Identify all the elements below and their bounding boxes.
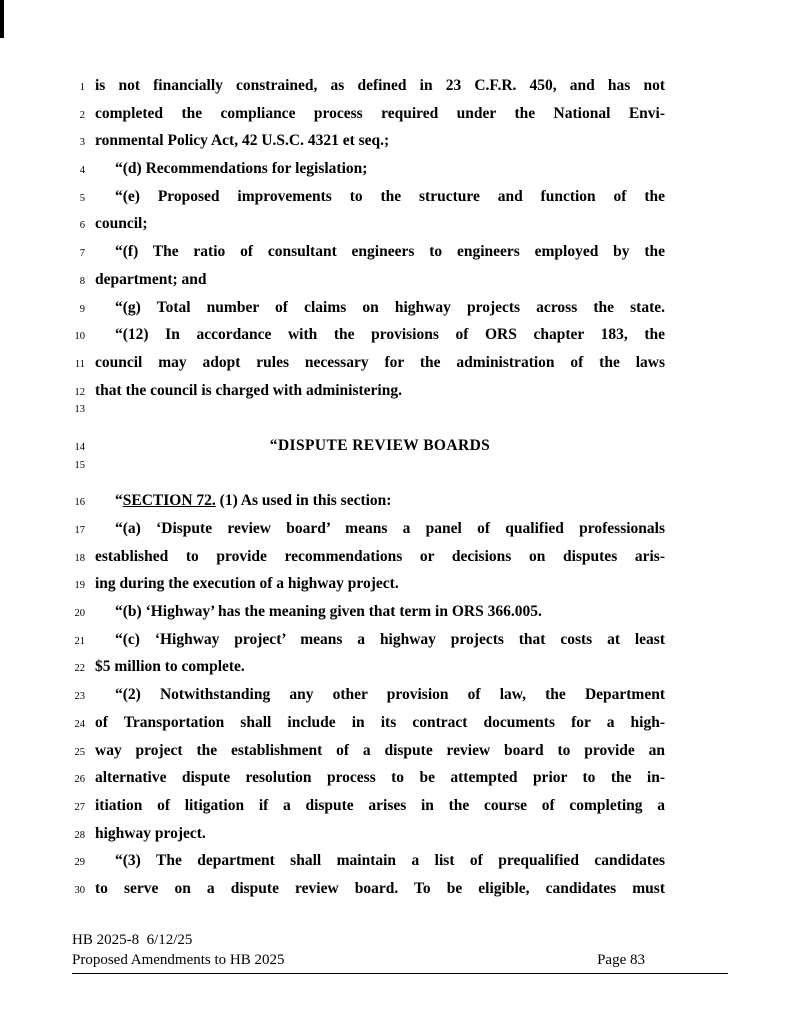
text-line <box>68 737 665 765</box>
line-text: “(a) ‘Dispute review board’ means a panel of qualified professionals <box>115 520 665 537</box>
line-number: 8 <box>79 275 85 287</box>
footer-title-row <box>72 950 728 970</box>
line-number: 28 <box>74 829 85 841</box>
text-line <box>68 681 665 709</box>
line-number: 13 <box>74 404 85 416</box>
scan-artifact-mark <box>0 0 4 38</box>
text-line <box>68 792 665 820</box>
text-line <box>68 820 665 848</box>
line-number: 10 <box>74 331 85 343</box>
bill-version-date: HB 2025-8 6/12/25 <box>72 932 193 948</box>
line-text: ronmental Policy Act, 42 U.S.C. 4321 et seq.; <box>95 132 390 150</box>
text-line <box>68 460 665 488</box>
text-line <box>68 653 665 681</box>
text-line <box>68 598 665 626</box>
line-number: 18 <box>74 552 85 564</box>
line-text: “SECTION 72. (1) As used in this section: <box>115 492 392 510</box>
text-line <box>68 626 665 654</box>
heading-line <box>68 432 665 460</box>
line-number: 25 <box>74 746 85 758</box>
text-line <box>68 543 665 571</box>
text-line <box>68 238 665 266</box>
text-line <box>68 404 665 432</box>
line-text: alternative dispute resolution process to be attempted prior to the in- <box>95 769 665 787</box>
line-number: 2 <box>79 109 85 121</box>
line-number: 24 <box>74 718 85 730</box>
line-number: 27 <box>74 801 85 813</box>
line-text: highway project. <box>95 824 206 842</box>
page-footer <box>72 930 728 974</box>
line-number: 22 <box>74 663 85 675</box>
line-number: 1 <box>79 82 85 93</box>
text-line <box>68 487 665 515</box>
line-number: 12 <box>74 386 85 398</box>
line-number: 21 <box>74 635 85 647</box>
line-number: 14 <box>74 441 85 453</box>
line-text: completed the compliance process required under the National Envi- <box>95 104 665 122</box>
text-line <box>68 72 665 100</box>
line-text: “(f) The ratio of consultant engineers to engineers employed by the <box>115 243 665 261</box>
line-text: “(3) The department shall maintain a list of prequalified candidates <box>115 852 665 870</box>
text-line <box>68 321 665 349</box>
line-text: $5 million to complete. <box>95 658 245 676</box>
line-number: 4 <box>79 165 85 177</box>
line-text: is not financially constrained, as defined in 23 C.F.R. 450, and has not <box>95 77 665 94</box>
line-number: 29 <box>74 857 85 869</box>
line-number: 7 <box>79 248 85 260</box>
section-heading-text: “DISPUTE REVIEW BOARDS <box>269 436 491 454</box>
text-lines <box>68 72 665 903</box>
line-number: 9 <box>79 303 85 315</box>
line-text: “(c) ‘Highway project’ means a highway projects that costs at least <box>115 630 665 648</box>
line-text: “(2) Notwithstanding any other provision of law, the Department <box>115 686 665 704</box>
line-text: “(12) In accordance with the provisions of ORS chapter 183, the <box>115 326 665 344</box>
text-line <box>68 294 665 322</box>
text-line <box>68 183 665 211</box>
line-text: “(d) Recommendations for legislation; <box>115 160 368 178</box>
line-text: “(e) Proposed improvements to the structure and function of the <box>115 187 665 205</box>
text-line <box>68 127 665 155</box>
page-number: Page 83 <box>597 952 645 968</box>
footer-document-title: Proposed Amendments to HB 2025 <box>72 952 285 968</box>
line-text: council; <box>95 215 148 233</box>
text-line <box>68 709 665 737</box>
text-line <box>68 570 665 598</box>
text-line <box>68 266 665 294</box>
underlined-section-label: SECTION 72. <box>122 492 216 510</box>
text-line <box>68 210 665 238</box>
line-text: council may adopt rules necessary for the administration of the laws <box>95 353 665 371</box>
line-number: 23 <box>74 691 85 703</box>
line-text: “(b) ‘Highway’ has the meaning given that term in ORS 366.005. <box>115 603 542 621</box>
line-number: 11 <box>74 358 85 370</box>
text-line <box>68 349 665 377</box>
line-number: 30 <box>74 884 85 896</box>
line-text: that the council is charged with administering. <box>95 381 402 399</box>
line-number: 26 <box>74 774 85 786</box>
line-number: 3 <box>79 137 85 149</box>
footer-divider <box>72 973 728 974</box>
text-line <box>68 875 665 903</box>
line-text: established to provide recommendations or decisions on disputes aris- <box>95 547 665 565</box>
line-number: 15 <box>74 459 85 471</box>
line-text: of Transportation shall include in its contract documents for a high- <box>95 713 665 731</box>
line-number: 19 <box>74 580 85 592</box>
text-line <box>68 515 665 543</box>
line-number: 20 <box>74 608 85 620</box>
line-number: 6 <box>79 220 85 232</box>
line-text: department; and <box>95 270 207 288</box>
text-line <box>68 847 665 875</box>
line-number: 5 <box>79 192 85 204</box>
text-line <box>68 100 665 128</box>
text-line <box>68 155 665 183</box>
line-text: “(g) Total number of claims on highway projects across the state. <box>115 298 665 316</box>
line-number: 17 <box>74 525 85 536</box>
line-text: way project the establishment of a dispute review board to provide an <box>95 741 665 759</box>
text-line <box>68 764 665 792</box>
text-line <box>68 377 665 405</box>
line-text: to serve on a dispute review board. To be eligible, candidates must <box>95 879 665 897</box>
line-number: 16 <box>74 497 85 509</box>
line-text: ing during the execution of a highway project. <box>95 575 399 593</box>
line-text: itiation of litigation if a dispute arises in the course of completing a <box>95 796 665 814</box>
